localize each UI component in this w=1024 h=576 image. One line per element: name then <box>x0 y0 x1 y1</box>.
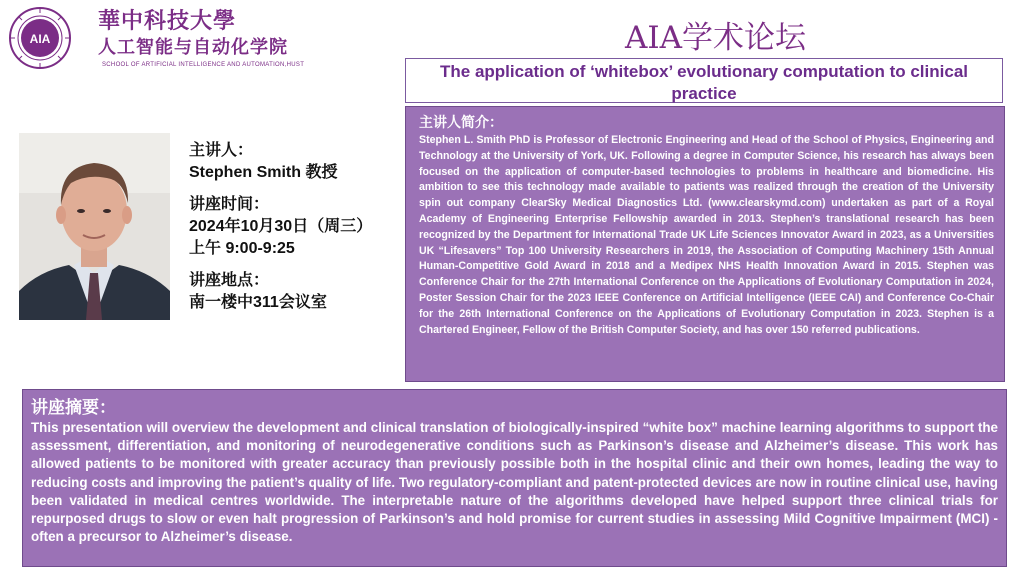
talk-location: 南一楼中311会议室 <box>189 294 327 311</box>
talk-date: 2024年10月30日（周三） <box>189 218 373 235</box>
bio-heading: 主讲人简介： <box>419 114 503 130</box>
school-seal-icon <box>8 6 72 70</box>
speaker-label: 主讲人： <box>189 142 254 159</box>
forum-title: AIA学术论坛 <box>625 20 807 56</box>
school-name-cn: 人工智能与自动化学院 <box>98 37 288 57</box>
talk-title: The application of ‘whitebox’ evolutionary computation to clinical practice <box>405 58 1003 103</box>
svg-text:AIA: AIA <box>29 32 51 46</box>
school-name-calligraphy: 華中科技大學 <box>98 8 237 34</box>
speaker-photo <box>19 133 170 320</box>
speaker-info <box>189 140 404 314</box>
bio-text: Stephen L. Smith PhD is Professor of Electronic Engineering and Head of the School of Physics, Engineering and Technology at the University of York, UK. Following a degree in Computer Science, his research has always been focused on the application of computer-based technologies to problems in healthcare and biomedicine. His ambition to see this technology made available to patients was realized through the creation of the University spin out company ClearSky Medical Diagnostics Ltd. (www.clearskymd.com) undertaken as part of a Royal Academy of Engineering Enterprise Fellowship awarded in 2013. Stephen’s translational research has been recognized by the Department for International Trade UK Life Sciences Innovator Award in 2023, as a Universities UK “Lifesavers” Top 100 University Researchers in 2019, the Association of Computing Machinery 15th Annual Human-Competitive Gold Award in 2018 and a Medipex NHS Health Innovation Award in 2015. Stephen was Conference Chair for the 27th International Conference on the Applications of Evolutionary Computation in 2024, Poster Session Chair for the 2023 IEEE Conference on Artificial Intelligence (IEEE CAI) and Conference Co-Chair for the 26th International Conference on the Applications of Evolutionary Computation in 2023. Stephen is a Chartered Engineer, Fellow of the British Computer Society, and has over 150 referred publications. <box>419 134 994 336</box>
time-label: 讲座时间： <box>189 196 270 213</box>
talk-time: 上午 9:00-9:25 <box>189 240 295 257</box>
abstract-text: This presentation will overview the development and clinical translation of biologically-inspired “white box” machine learning algorithms to support the assessment, differentiation, and monitoring of neurodegenerative conditions such as Parkinson’s disease and Alzheimer’s disease. This work has allowed patients to be monitored with greater accuracy than previously possible both in the hospital clinic and their own homes, leading the way to reducing costs and improving the patient’s quality of life. Two regulatory-compliant and patent-protected devices are now in routine clinical use, having been validated in medical centres worldwide. The interpretable nature of the algorithms developed have helped support three clinical trials for repurposed drugs to slow or even halt progression of Parkinson’s and hold promise for current studies in assessing Mild Cognitive Impairment (MCI) - often a precursor to Alzheimer’s disease. <box>31 420 998 545</box>
abstract-heading: 讲座摘要： <box>31 398 116 417</box>
abstract-panel <box>22 389 1007 567</box>
speaker-name: Stephen Smith 教授 <box>189 164 338 181</box>
location-label: 讲座地点： <box>189 272 270 289</box>
bio-panel <box>405 106 1005 382</box>
school-name-en: SCHOOL OF ARTIFICIAL INTELLIGENCE AND AUTOMATION,HUST <box>102 62 305 68</box>
